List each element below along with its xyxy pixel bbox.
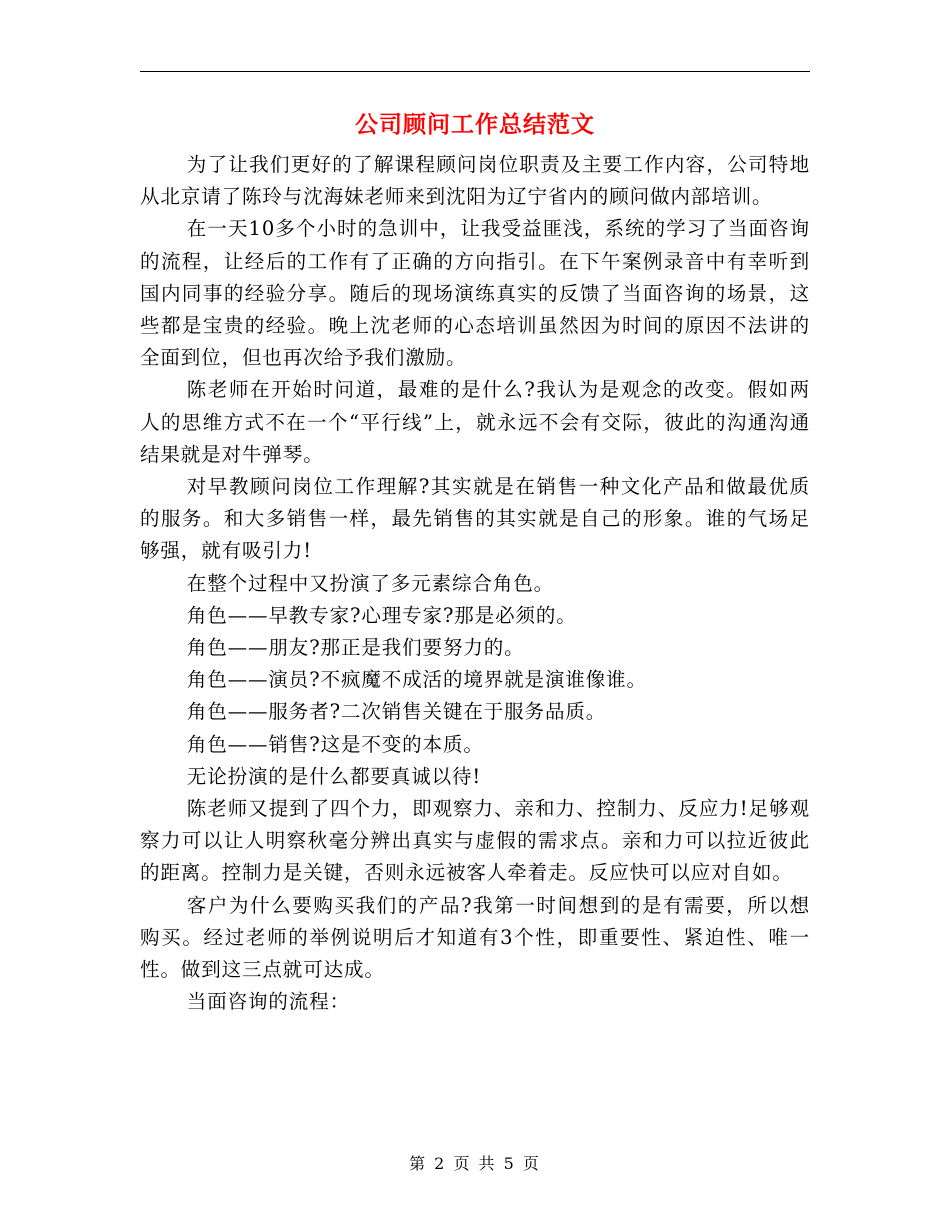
document-title: 公司顾问工作总结范文 — [355, 111, 595, 138]
paragraph: 为了让我们更好的了解课程顾问岗位职责及主要工作内容，公司特地从北京请了陈玲与沈海妹老师来到沈阳为辽宁省内的顾问做内部培训。 — [140, 153, 810, 209]
paragraph: 角色——演员?不疯魔不成活的境界就是演谁像谁。 — [186, 668, 647, 692]
document-body — [140, 149, 810, 1018]
paragraph: 在一天10多个小时的急训中，让我受益匪浅，系统的学习了当面咨询的流程，让经后的工作有了正确的方向指引。在下午案例录音中有幸听到国内同事的经验分享。随后的现场演练真实的反馈了当面咨询的场景，这些都是宝贵的经验。晚上沈老师的心态培训虽然因为时间的原因不法讲的全面到位，但也再次给予我们激励。 — [140, 217, 810, 370]
paragraph: 角色——服务者?二次销售关键在于服务品质。 — [186, 700, 607, 724]
paragraph: 角色——早教专家?心理专家?那是必须的。 — [186, 603, 577, 627]
paragraph: 在整个过程中又扮演了多元素综合角色。 — [186, 571, 554, 595]
paragraph: 对早教顾问岗位工作理解?其实就是在销售一种文化产品和做最优质的服务。和大多销售一样，最先销售的其实就是自己的形象。谁的气场足够强，就有吸引力! — [140, 475, 810, 563]
page-number-footer: 第 2 页 共 5 页 — [409, 1154, 541, 1173]
paragraph: 角色——朋友?那正是我们要努力的。 — [186, 636, 525, 660]
paragraph: 客户为什么要购买我们的产品?我第一时间想到的是有需要，所以想购买。经过老师的举例说明后才知道有3个性，即重要性、紧迫性、唯一性。做到这三点就可达成。 — [140, 893, 810, 982]
paragraph: 陈老师在开始时问道，最难的是什么?我认为是观念的改变。假如两人的思维方式不在一个“平行线”上，就永远不会有交际，彼此的沟通沟通结果就是对牛弹琴。 — [140, 378, 810, 466]
paragraph: 当面咨询的流程： — [186, 990, 350, 1014]
paragraph: 角色——销售?这是不变的本质。 — [186, 732, 484, 756]
paragraph: 无论扮演的是什么都要真诚以待! — [186, 764, 482, 788]
paragraph: 陈老师又提到了四个力，即观察力、亲和力、控制力、反应力!足够观察力可以让人明察秋毫分辨出真实与虚假的需求点。亲和力可以拉近彼此的距离。控制力是关键，否则永远被客人牵着走。反应快可以应对自如。 — [140, 797, 810, 885]
header-rule — [140, 71, 810, 72]
